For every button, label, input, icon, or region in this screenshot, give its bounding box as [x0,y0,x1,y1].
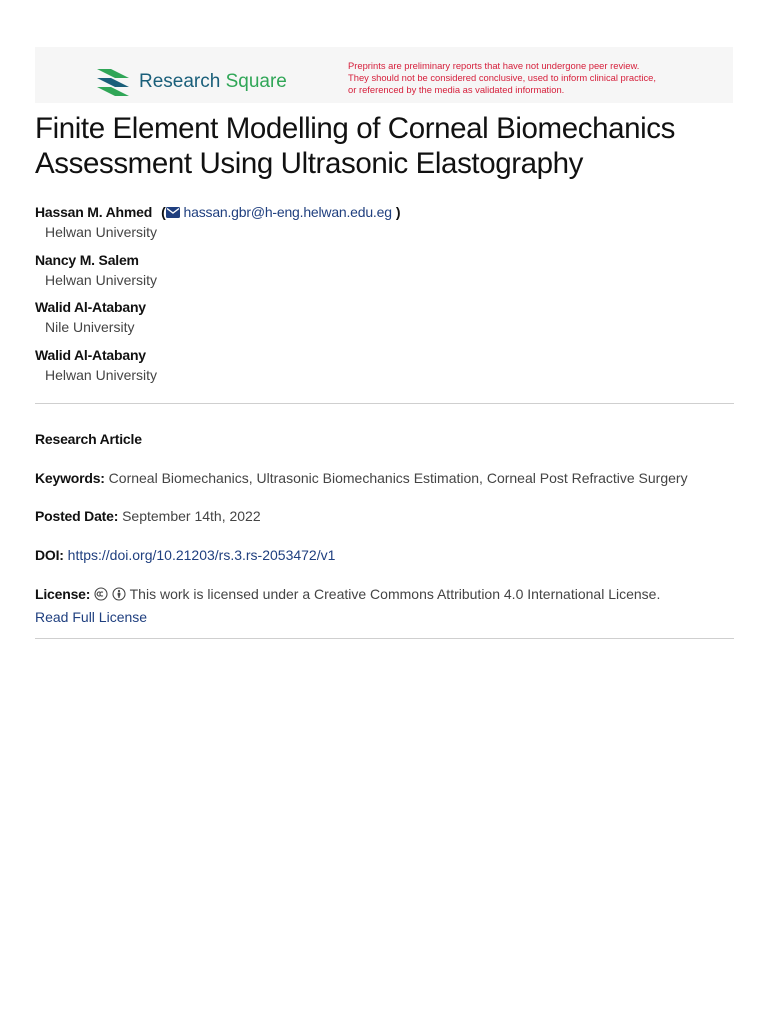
doi-link[interactable]: https://doi.org/10.21203/rs.3.rs-2053472/v1 [67,547,336,563]
keywords-row [35,468,735,488]
doi-label: DOI: [35,547,64,563]
posted-date-value: September 14th, 2022 [122,508,261,524]
email-paren-open: ( [161,204,166,220]
author-list [35,202,735,393]
author-name: Nancy M. Salem [35,251,139,268]
read-license-row [35,607,735,627]
author-name: Walid Al-Atabany [35,299,146,316]
logo-wordmark [139,72,287,91]
author-affiliation: Helwan University [45,224,158,240]
section-divider [35,403,734,404]
keywords-label: Keywords: [35,470,105,486]
article-type-text: Research Article [35,431,142,447]
license-label: License: [35,586,91,602]
logo-word-research: Research [139,70,221,92]
section-divider [35,638,734,639]
doi-row [35,545,735,565]
research-square-logo-icon [95,66,131,96]
disclaimer-line: or referenced by the media as validated information. [348,84,565,95]
cc-by-icon [112,587,126,601]
research-square-logo[interactable] [95,66,287,96]
header-banner [35,47,733,103]
license-row [35,584,735,604]
author-email [161,202,400,222]
disclaimer-line: They should not be considered conclusive, used to inform clinical practice, [348,72,656,83]
preprint-disclaimer [348,60,728,96]
author-affiliation: Helwan University [45,367,158,384]
email-paren-close: ) [395,204,401,220]
envelope-icon [166,207,180,218]
author-name-text: Hassan M. Ahmed [35,204,153,220]
author-name: Walid Al-Atabany [35,347,146,364]
license-text: This work is licensed under a Creative Commons Attribution 4.0 International License. [129,586,661,602]
cc-icon [94,587,108,601]
posted-date-label: Posted Date: [35,508,119,524]
article-type [35,429,735,449]
read-full-license-link[interactable]: Read Full License [35,609,148,625]
title-line: Assessment Using Ultrasonic Elastography [35,147,584,180]
disclaimer-line: Preprints are preliminary reports that have not undergone peer review. [348,60,640,71]
keywords-value: Corneal Biomechanics, Ultrasonic Biomechanics Estimation, Corneal Post Refractive Surgery [108,470,688,486]
email-link[interactable] [166,202,392,222]
author-affiliation: Helwan University [45,271,158,288]
posted-date-row [35,506,735,526]
paper-title [35,111,735,181]
email-address: hassan.gbr@h-eng.helwan.edu.eg [183,204,392,220]
author-name [35,202,735,222]
title-line: Finite Element Modelling of Corneal Biomechanics [35,112,675,145]
author-affiliation: Nile University [45,319,135,336]
logo-word-square: Square [225,70,287,92]
